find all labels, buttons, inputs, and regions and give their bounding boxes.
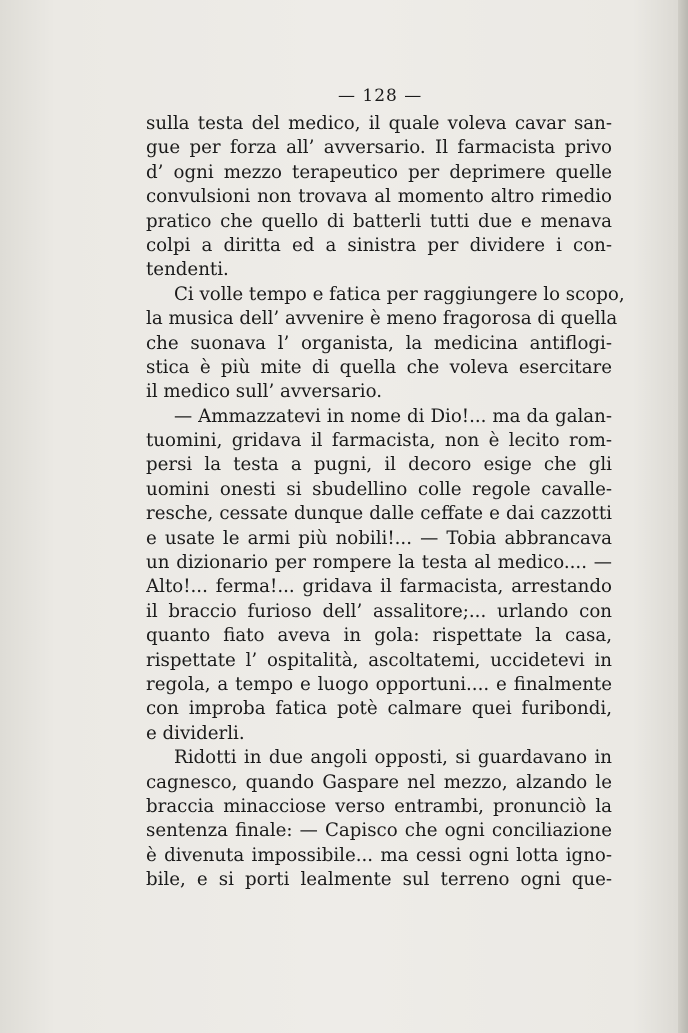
text-line: il braccio furioso dell’ assalitore;... urlando con bbox=[146, 600, 612, 622]
text-line: Alto!... ferma!... gridava il farmacista, arrestando bbox=[146, 576, 612, 598]
text-line: e dividerli. bbox=[146, 722, 245, 744]
text-line: regola, a tempo e luogo opportuni.... e finalmente bbox=[146, 673, 612, 695]
text-line: d’ ogni mezzo terapeutico per deprimere quelle bbox=[146, 161, 612, 183]
text-line: è divenuta impossibile... ma cessi ogni lotta igno- bbox=[146, 844, 612, 866]
text-line: gue per forza all’ avversario. Il farmacista privo bbox=[146, 137, 612, 159]
text-line: convulsioni non trovava al momento altro rimedio bbox=[146, 186, 612, 208]
text-line: uomini onesti si sbudellino colle regole cavalle- bbox=[146, 478, 612, 500]
text-line: Ci volle tempo e fatica per raggiungere lo scopo, bbox=[174, 283, 625, 305]
text-line: Ridotti in due angoli opposti, si guardavano in bbox=[174, 747, 612, 769]
text-line: braccia minacciose verso entrambi, pronunciò la bbox=[146, 795, 612, 817]
text-line: sulla testa del medico, il quale voleva cavar san- bbox=[146, 113, 612, 134]
text-line: con improba fatica potè calmare quei furibondi, bbox=[146, 698, 612, 720]
text-line: la musica dell’ avvenire è meno fragorosa di quella bbox=[146, 308, 618, 330]
text-line: resche, cessate dunque dalle ceffate e dai cazzotti bbox=[146, 503, 612, 525]
text-line: cagnesco, quando Gaspare nel mezzo, alzando le bbox=[146, 771, 612, 793]
text-line: sentenza finale: — Capisco che ogni conciliazione bbox=[146, 820, 612, 842]
text-line: stica è più mite di quella che voleva esercitare bbox=[146, 356, 612, 378]
page-number: — 128 — bbox=[338, 86, 423, 106]
page-edge bbox=[678, 0, 688, 1033]
text-line: quanto fiato aveva in gola: rispettate la casa, bbox=[146, 625, 612, 647]
text-line: un dizionario per rompere la testa al medico.... — bbox=[146, 552, 612, 574]
text-line: rispettate l’ ospitalità, ascoltatemi, uccidetevi in bbox=[146, 649, 612, 671]
text-line: — Ammazzatevi in nome di Dio!... ma da galan- bbox=[174, 405, 612, 427]
text-line: persi la testa a pugni, il decoro esige che gli bbox=[146, 454, 612, 476]
text-line: colpi a diritta ed a sinistra per dividere i con- bbox=[146, 234, 612, 256]
text-line: bile, e si porti lealmente sul terreno ogni que- bbox=[146, 869, 612, 891]
text-line: pratico che quello di batterli tutti due e menava bbox=[146, 210, 612, 232]
text-line: e usate le armi più nobili!... — Tobia abbrancava bbox=[146, 527, 612, 549]
text-line: che suonava l’ organista, la medicina antiflogi- bbox=[146, 332, 612, 354]
page-text bbox=[146, 112, 625, 893]
text-line: tuomini, gridava il farmacista, non è lecito rom- bbox=[146, 430, 612, 452]
text-line: il medico sull’ avversario. bbox=[146, 381, 382, 403]
text-line: tendenti. bbox=[146, 259, 229, 281]
